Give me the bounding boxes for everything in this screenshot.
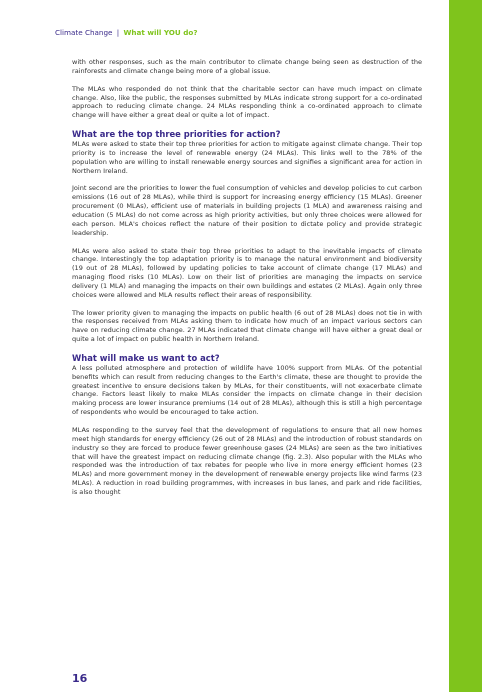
running-header	[55, 28, 198, 37]
section-heading: What will make us want to act?	[72, 352, 220, 363]
paragraph: with other responses, such as the main contributor to climate change being seen as destruction of the rainforests and climate change being more of a global issue.	[72, 58, 422, 75]
paragraph: Joint second are the priorities to lower the fuel consumption of vehicles and develop policies to cut carbon emissions (16 out of 28 MLAs), while third is support for increasing energy efficiency (15 MLAs). Greener procurement (0 MLAs), efficient use of materials in building projects (1 MLA) and awareness raising and education (5 MLAs) do not come across as high priority activities, but only three choices were allowed for each person. MLA's choices reflect the nature of their position to dictate policy and provide strategic leadership.	[72, 184, 422, 237]
page-content	[72, 58, 422, 506]
paragraph: MLAs responding to the survey feel that the development of regulations to ensure that all new homes meet high standards for energy efficiency (26 out of 28 MLAs) and the introduction of robust standards on industry so they are forced to produce fewer greenhouse gases (24 MLAs) are seen as the two initiatives that will have the greatest impact on reducing climate change (fig. 2.3). Also popular with the MLAs who responded was the introduction of tax rebates for people who live in more energy efficient homes (23 MLAs) and more government money in the development of renewable energy projects like wind farms (23 MLAs). A reduction in road building programmes, with increases in bus lanes, and park and ride facilities, is also thought	[72, 426, 422, 496]
page-number: 16	[72, 672, 88, 685]
header-separator: |	[116, 28, 120, 37]
paragraph: The MLAs who responded do not think that the charitable sector can have much impact on climate change. Also, like the public, the responses submitted by MLAs indicate strong support for a co-ordinated approach to reducing climate change. 24 MLAs responding think a co-ordinated approach to climate change will have either a great deal or quite a lot of impact.	[72, 84, 422, 120]
header-section: Climate Change	[55, 28, 113, 37]
paragraph: A less polluted atmosphere and protection of wildlife have 100% support from MLAs. Of the potential benefits which can result from reducing changes to the Earth's climate, these are thought to provide the greatest incentive to ensure decisions taken by MLAs, for their constituents, will not exacerbate climate change. Factors least likely to make MLAs consider the impacts on climate change in their decision making process are lower insurance premiums (14 out of 28 MLAs), although this is still a high percentage of respondents who would be encouraged to take action.	[72, 363, 422, 417]
paragraph: MLAs were also asked to state their top three priorities to adapt to the inevitable impacts of climate change. Interestingly the top adaptation priority is to manage the natural environment and biodiversity (19 out of 28 MLAs), followed by updating policies to take account of climate change (17 MLAs) and managing flood risks (10 MLAs). Low on their list of priorities are managing the impacts on service delivery (1 MLA) and managing the impacts on their own buildings and estates (2 MLAs). Again only three choices were allowed and MLA results reflect their areas of responsibility.	[72, 246, 422, 299]
paragraph: The lower priority given to managing the impacts on public health (6 out of 28 MLAs) does not tie in with the responses received from MLAs asking them to indicate how much of an impact various sectors can have on reducing climate change. 27 MLAs indicated that climate change will have either a great deal or quite a lot of impact on public health in Northern Ireland.	[72, 308, 422, 344]
green-side-bar	[449, 0, 482, 692]
section-heading: What are the top three priorities for action?	[72, 129, 281, 140]
paragraph: MLAs were asked to state their top three priorities for action to mitigate against climate change. Their top priority is to increase the level of renewable energy (24 MLAs). This links well to the 78% of the population who are willing to install renewable energy sources and signifies a significant area for action in Northern Ireland.	[72, 140, 422, 175]
header-subtitle: What will YOU do?	[123, 28, 198, 37]
